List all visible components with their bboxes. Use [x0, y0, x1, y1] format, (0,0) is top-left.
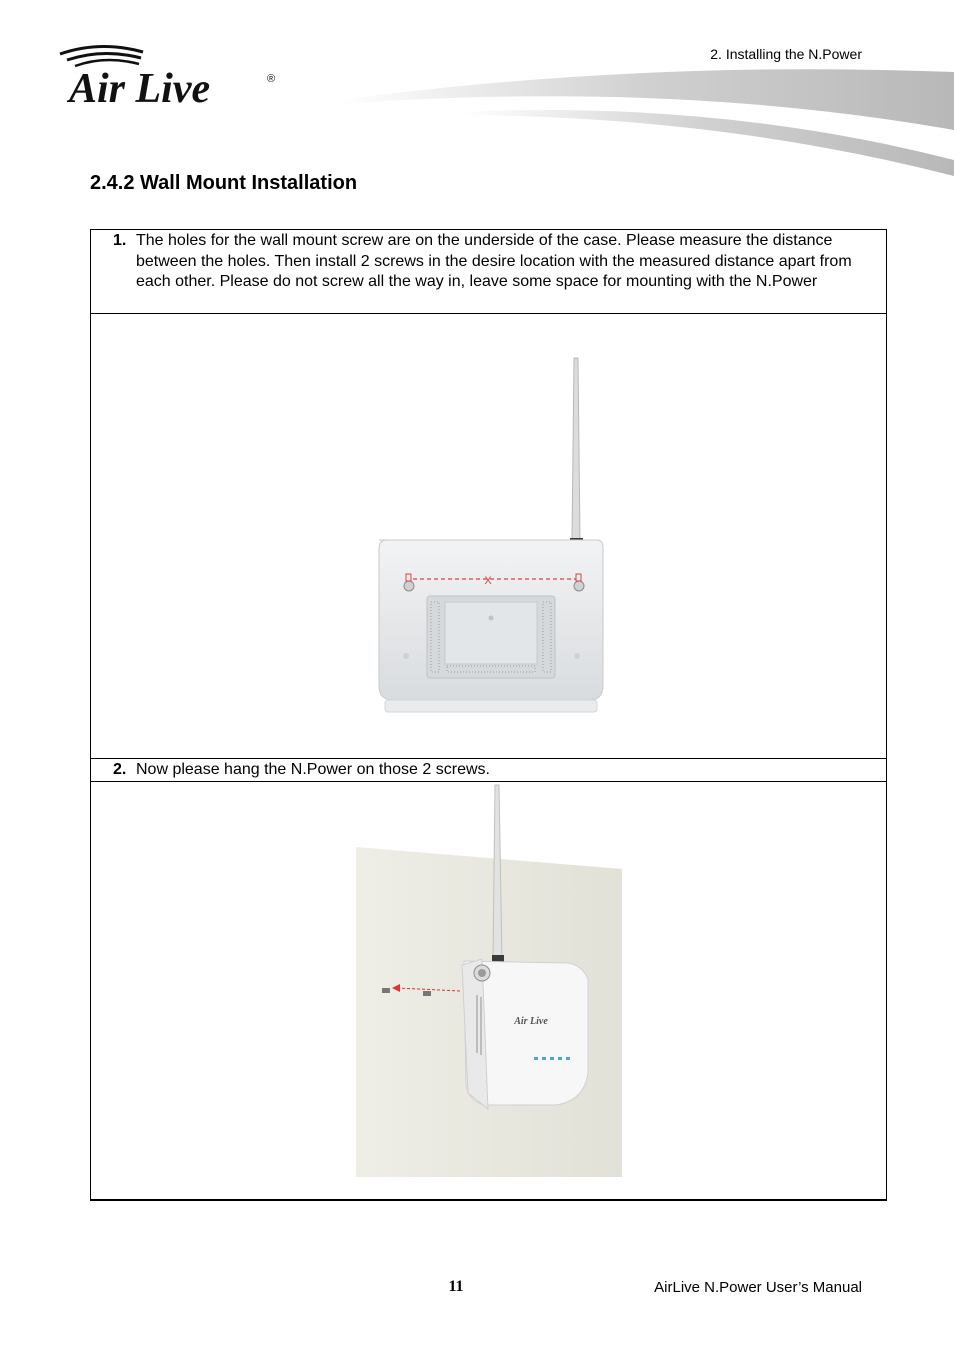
table-bottom-rule: [90, 1198, 887, 1201]
logo-text: Air Live: [69, 66, 211, 110]
antenna: [572, 358, 580, 540]
screw-hole-left: [404, 581, 414, 591]
device-logo: Air Live: [514, 1016, 548, 1027]
figure-device-wall-mounted: [356, 783, 622, 1177]
registered-mark: ®: [267, 73, 276, 85]
footer-manual-title: AirLive N.Power User’s Manual: [654, 1279, 862, 1296]
step-1-number: 1.: [113, 232, 127, 249]
footer-page-number: 11: [448, 1278, 464, 1295]
section-heading: 2.4.2 Wall Mount Installation: [90, 172, 358, 194]
distance-label: X: [484, 575, 492, 587]
table-divider: [91, 313, 886, 314]
steps-table: [90, 229, 887, 1200]
step-1-text: The holes for the wall mount screw are on the underside of the case. Please measure the distance between the holes. Then install 2 screws in the desire location with the measured distance apart from each other. Please do not screw all the way in, leave some space for mounting with the N.Power: [136, 232, 852, 290]
table-divider: [91, 781, 886, 782]
figure-device-underside: [371, 350, 611, 740]
step-2-text: Now please hang the N.Power on those 2 screws.: [136, 761, 490, 778]
screw-hole-right: [574, 581, 584, 591]
airlive-logo: [55, 40, 285, 110]
header-chapter-title: 2. Installing the N.Power: [710, 46, 862, 62]
header-swoosh-decoration: [340, 60, 954, 190]
airlive-logo-graphic: [55, 40, 285, 110]
table-divider: [91, 758, 886, 759]
step-2-number: 2.: [113, 761, 127, 778]
